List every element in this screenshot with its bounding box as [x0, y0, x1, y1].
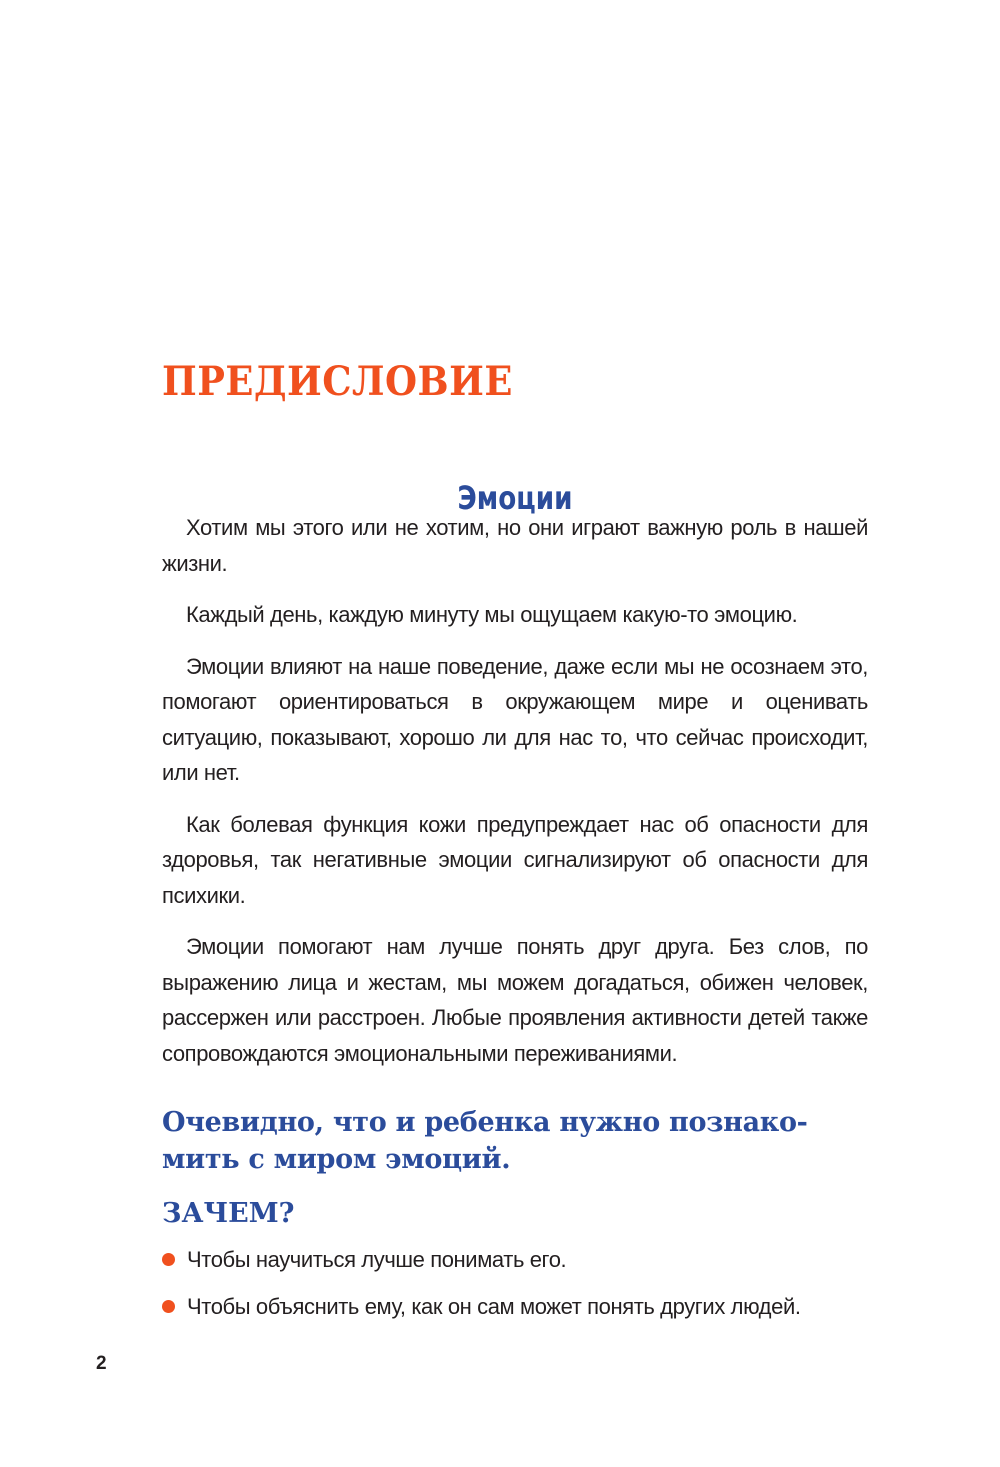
- highlight-heading-line: мить с миром эмоций.: [162, 1144, 511, 1175]
- list-item-text: Чтобы научиться лучше понимать его.: [187, 1247, 567, 1272]
- list-item-text: Чтобы объяснить ему, как он сам может понять других людей.: [187, 1294, 801, 1319]
- paragraph: Эмоции помогают нам лучше понять друг друга. Без слов, по выражению лица и жестам, мы можем догадаться, обижен человек, рассержен или расстроен. Любые проявления активности детей также сопровождаются эмоциональными переживаниями.: [162, 934, 868, 1066]
- highlight-heading-line: Очевидно, что и ребенка нужно познако-: [162, 1107, 808, 1138]
- list-item: [162, 1242, 882, 1277]
- paragraph: Как болевая функция кожи предупреждает нас об опасности для здоровья, так негативные эмоции сигнализируют об опасности для психики.: [162, 811, 868, 908]
- bullet-dot-icon: [162, 1253, 175, 1266]
- paragraph: Эмоции влияют на наше поведение, даже если мы не осознаем это, помогают ориентироваться в окружающем мире и оценивать ситуацию, показывают, хорошо ли для нас то, что сейчас происходит, или нет.: [162, 653, 868, 785]
- paragraph: Каждый день, каждую минуту мы ощущаем какую-то эмоцию.: [186, 602, 798, 627]
- paragraph: Хотим мы этого или не хотим, но они играют важную роль в нашей жизни.: [162, 515, 868, 576]
- body-text: [162, 510, 868, 1087]
- bullet-dot-icon: [162, 1300, 175, 1313]
- section-title: Эмоции: [457, 478, 573, 517]
- page-title: ПРЕДИСЛОВИЕ: [162, 357, 513, 405]
- list-item: [162, 1289, 882, 1324]
- page-number: 2: [96, 1353, 107, 1374]
- bullet-list: [162, 1242, 882, 1336]
- highlight-heading: [162, 1104, 882, 1178]
- why-heading: ЗАЧЕМ?: [162, 1198, 295, 1229]
